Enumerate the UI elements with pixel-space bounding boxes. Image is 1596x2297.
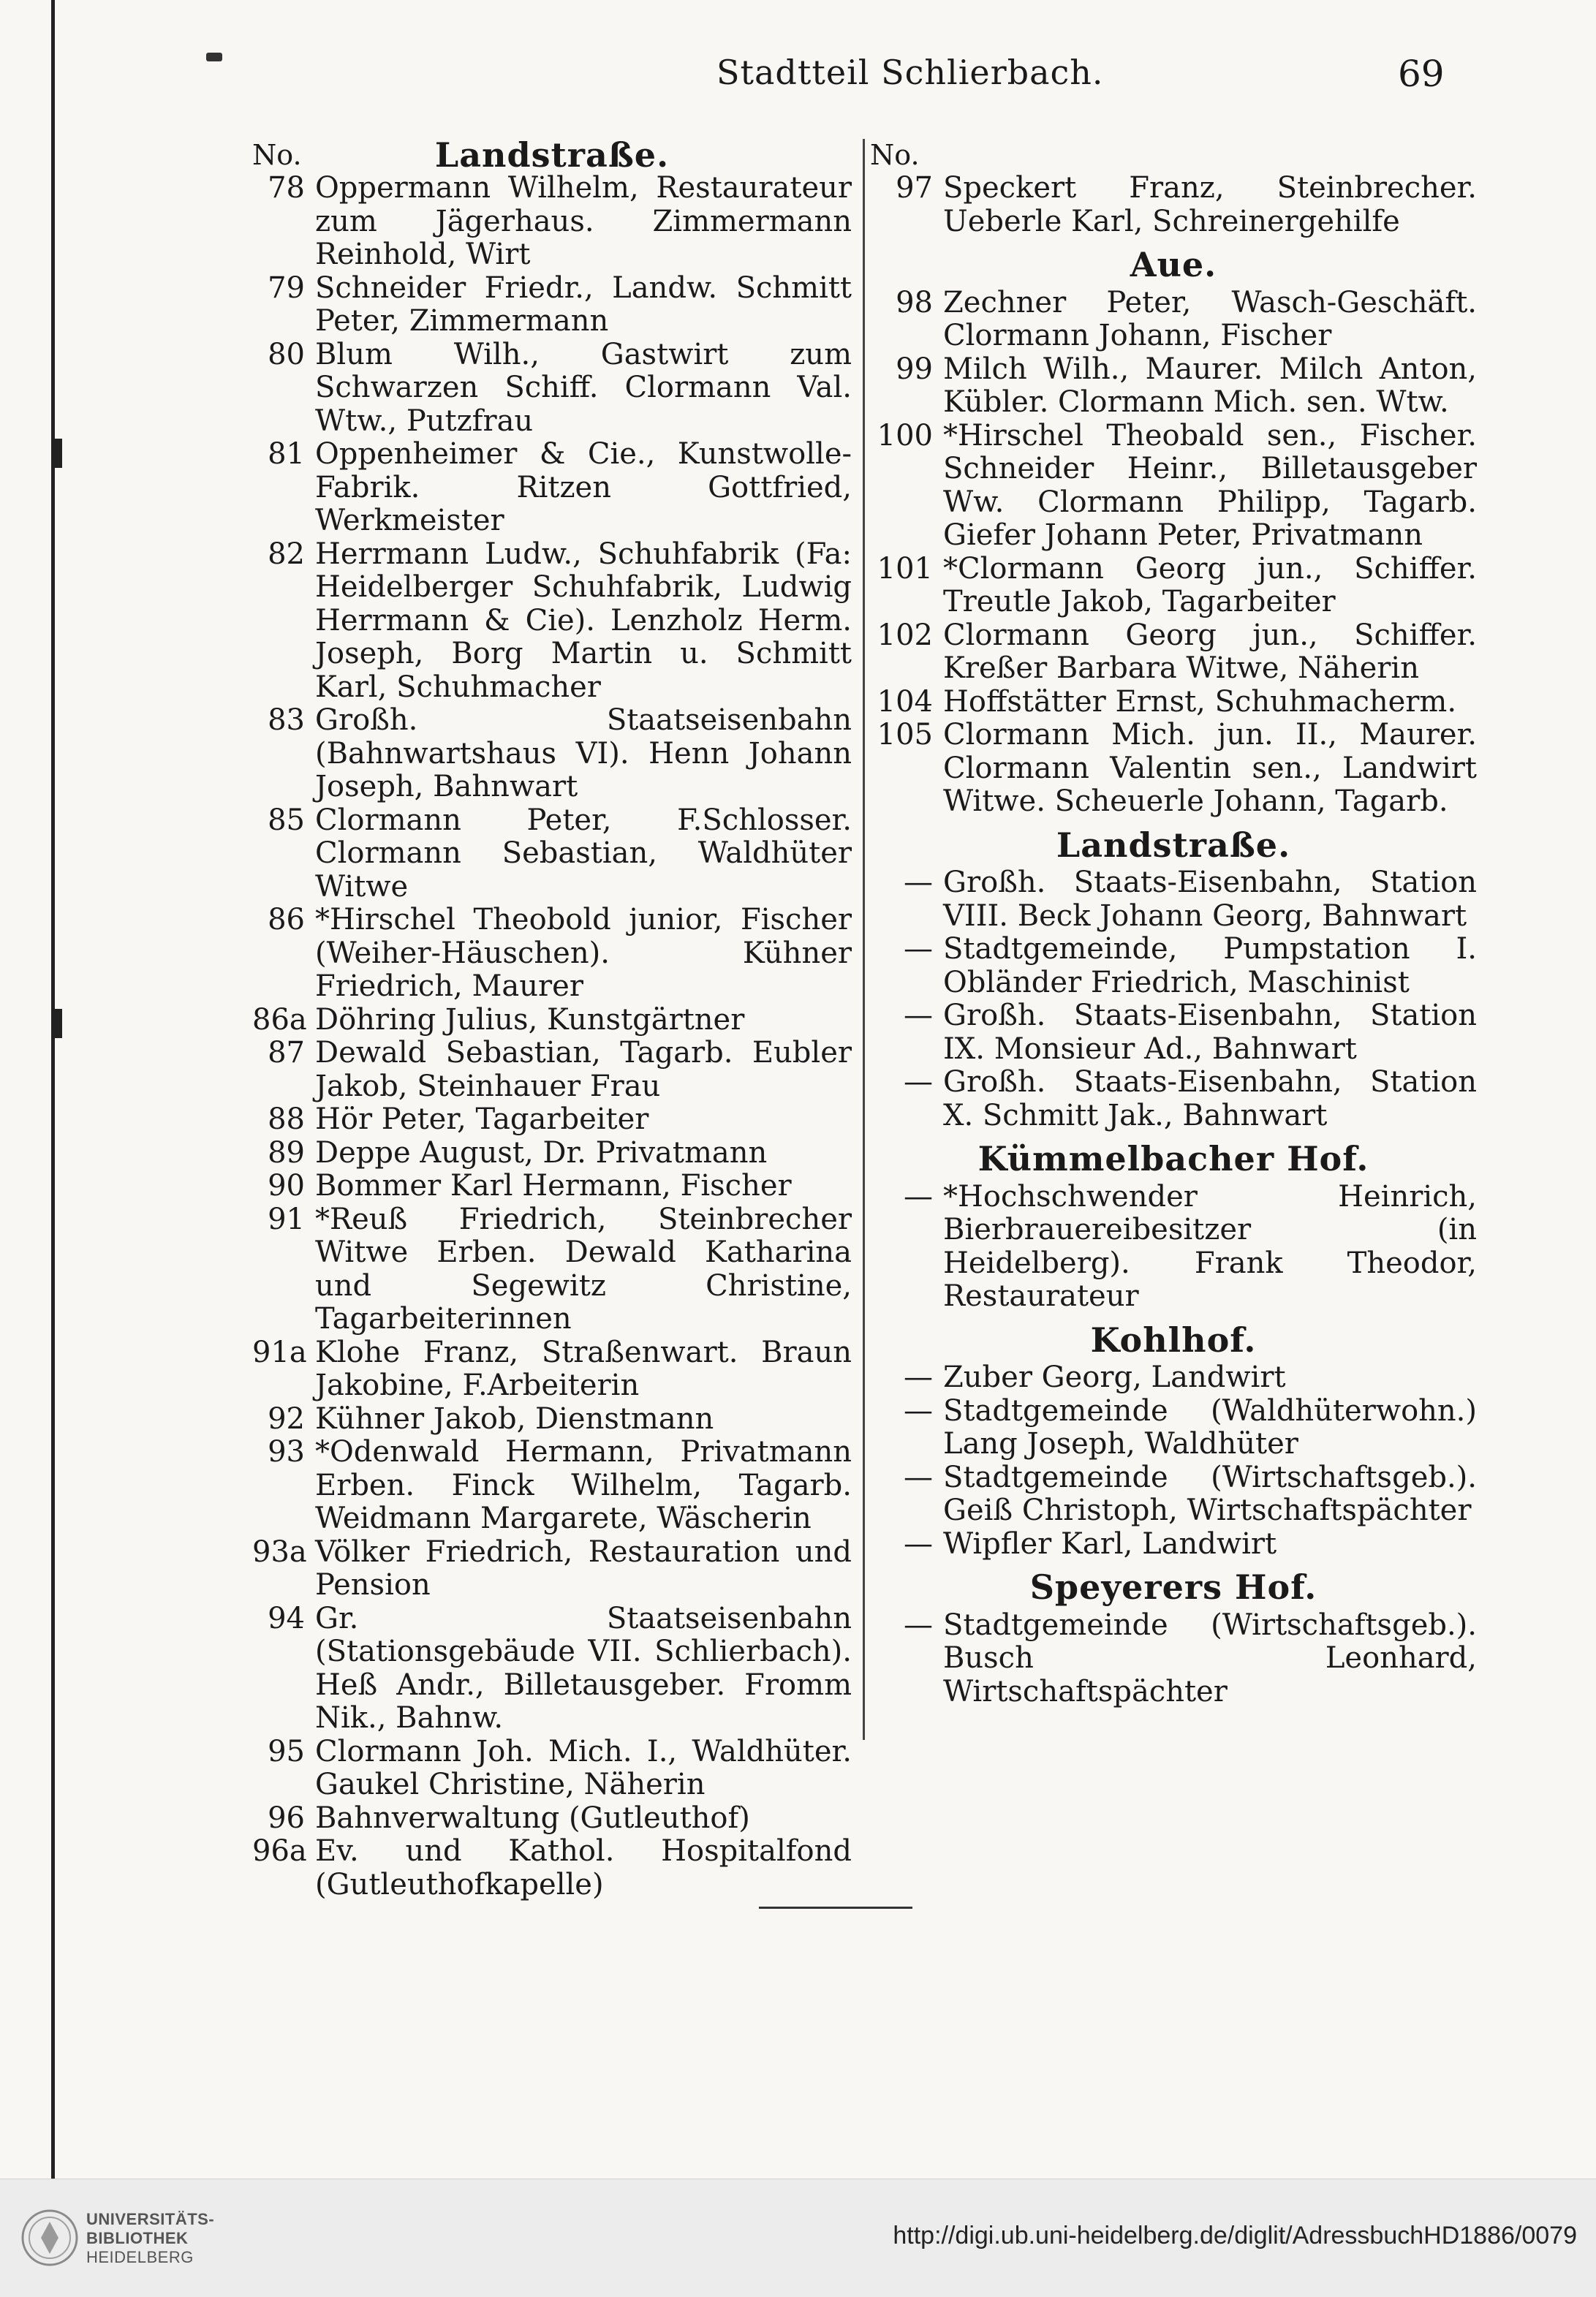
entry-text: Stadtgemeinde, Pumpstation I. Obländer Friedrich, Maschinist bbox=[943, 932, 1477, 999]
directory-entry bbox=[870, 999, 1477, 1066]
binding-edge bbox=[51, 0, 55, 2179]
end-rule bbox=[759, 1907, 912, 1909]
entry-text: Völker Friedrich, Restauration und Pension bbox=[315, 1535, 852, 1602]
house-number: 95 bbox=[268, 1734, 305, 1768]
entry-text: Dewald Sebastian, Tagarb. Eubler Jakob, Steinhauer Frau bbox=[315, 1036, 852, 1103]
house-number: 105 bbox=[877, 718, 933, 752]
house-number: — bbox=[904, 1393, 933, 1428]
entry-text: Clormann Georg jun., Schiffer. Kreßer Barbara Witwe, Näherin bbox=[943, 618, 1477, 685]
section-title: Kümmelbacher Hof. bbox=[977, 1139, 1369, 1178]
entry-text: Oppermann Wilhelm, Restaurateur zum Jägerhaus. Zimmermann Reinhold, Wirt bbox=[315, 171, 852, 271]
entry-text: Großh. Staats-Eisenbahn, Station X. Schmitt Jak., Bahnwart bbox=[943, 1065, 1477, 1132]
directory-entry bbox=[252, 1103, 852, 1137]
viewer-footer bbox=[0, 2179, 1596, 2297]
house-number: 93a bbox=[252, 1535, 307, 1569]
directory-entry bbox=[252, 338, 852, 439]
entry-text: Großh. Staats-Eisenbahn, Station VIII. Beck Johann Georg, Bahnwart bbox=[943, 866, 1477, 933]
house-number: — bbox=[904, 1460, 933, 1494]
section-title: Landstraße. bbox=[1056, 825, 1291, 865]
entry-text: Stadtgemeinde (Wirtschaftsgeb.). Busch Leonhard, Wirtschaftspächter bbox=[943, 1608, 1477, 1708]
logo-line: HEIDELBERG bbox=[86, 2248, 194, 2266]
directory-entry bbox=[252, 1802, 852, 1836]
house-number: 87 bbox=[268, 1036, 305, 1070]
house-number: 81 bbox=[268, 437, 305, 471]
entry-text: Clormann Mich. jun. II., Maurer. Clormann Valentin sen., Landwirt Witwe. Scheuerle Johann, Tagarb. bbox=[943, 718, 1477, 818]
running-head: Stadtteil Schlierbach. bbox=[716, 53, 1104, 92]
directory-entry bbox=[870, 1528, 1477, 1562]
house-number: 88 bbox=[268, 1102, 305, 1136]
right-column-header bbox=[870, 139, 1477, 172]
binding-mark bbox=[55, 439, 62, 468]
directory-entry bbox=[252, 172, 852, 272]
entry-text: Zuber Georg, Landwirt bbox=[943, 1361, 1286, 1394]
directory-entry bbox=[870, 1395, 1477, 1461]
entry-text: Kühner Jakob, Dienstmann bbox=[315, 1401, 714, 1436]
directory-entry bbox=[252, 1336, 852, 1403]
page-number: 69 bbox=[1398, 53, 1445, 95]
house-number: 89 bbox=[268, 1135, 305, 1170]
house-number: 101 bbox=[877, 551, 933, 586]
house-number: — bbox=[904, 1608, 933, 1642]
house-number: 86a bbox=[252, 1002, 307, 1037]
directory-entry bbox=[252, 804, 852, 904]
source-url-link[interactable]: http://digi.ub.uni-heidelberg.de/diglit/AdressbuchHD1886/0079 bbox=[893, 2222, 1577, 2249]
section-list bbox=[870, 245, 1477, 1708]
entry-text: Bahnverwaltung (Gutleuthof) bbox=[315, 1801, 750, 1835]
house-number: 96a bbox=[252, 1834, 307, 1868]
section-title: Kohlhof. bbox=[1090, 1320, 1257, 1360]
directory-entry bbox=[870, 619, 1477, 686]
directory-entry bbox=[870, 1609, 1477, 1709]
entry-text: Stadtgemeinde (Waldhüterwohn.) Lang Joseph, Waldhüter bbox=[943, 1393, 1477, 1461]
house-number: 99 bbox=[896, 352, 933, 386]
house-number: 92 bbox=[268, 1401, 305, 1436]
entry-text: *Hochschwender Heinrich, Bierbrauereibesitzer (in Heidelberg). Frank Theodor, Restaurateur bbox=[943, 1179, 1477, 1313]
entry-text: *Odenwald Hermann, Privatmann Erben. Finck Wilhelm, Tagarb. Weidmann Margarete, Wäscherin bbox=[315, 1435, 852, 1535]
entry-text: Döhring Julius, Kunstgärtner bbox=[315, 1002, 745, 1037]
entry-text: Clormann Peter, F.Schlosser. Clormann Sebastian, Waldhüter Witwe bbox=[315, 803, 852, 904]
house-number: 79 bbox=[268, 270, 305, 305]
directory-entry bbox=[870, 420, 1477, 553]
entry-text: Herrmann Ludw., Schuhfabrik (Fa: Heidelberger Schuhfabrik, Ludwig Herrmann & Cie). Lenzholz Herm. Joseph, Borg Martin u. Schmitt Karl, Schuhmacher bbox=[315, 537, 852, 704]
directory-entry bbox=[252, 1203, 852, 1336]
entry-text: Blum Wilh., Gastwirt zum Schwarzen Schiff. Clormann Val. Wtw., Putzfrau bbox=[315, 337, 852, 438]
house-number: — bbox=[904, 1179, 933, 1214]
house-number: 85 bbox=[268, 803, 305, 837]
directory-entry bbox=[252, 904, 852, 1004]
directory-entry bbox=[252, 1004, 852, 1037]
entry-text: Schneider Friedr., Landw. Schmitt Peter, Zimmermann bbox=[315, 270, 852, 338]
house-number: 96 bbox=[268, 1801, 305, 1835]
entry-text: Milch Wilh., Maurer. Milch Anton, Kübler. Clormann Mich. sen. Wtw. bbox=[943, 352, 1477, 419]
directory-entry bbox=[252, 1137, 852, 1170]
directory-entry bbox=[252, 1736, 852, 1802]
entry-text: Wipfler Karl, Landwirt bbox=[943, 1526, 1277, 1561]
directory-entry bbox=[252, 538, 852, 705]
directory-entry bbox=[870, 287, 1477, 353]
directory-entry bbox=[252, 1037, 852, 1103]
entry-text: Hör Peter, Tagarbeiter bbox=[315, 1102, 649, 1136]
directory-entry bbox=[870, 1361, 1477, 1395]
entry-text: Oppenheimer & Cie., Kunstwolle-Fabrik. Ritzen Gottfried, Werkmeister bbox=[315, 437, 852, 537]
entry-text: Zechner Peter, Wasch-Geschäft. Clormann Johann, Fischer bbox=[943, 285, 1477, 352]
house-number: — bbox=[904, 866, 933, 899]
directory-entry bbox=[870, 172, 1477, 238]
entry-text: Großh. Staatseisenbahn (Bahnwartshaus VI). Henn Johann Joseph, Bahnwart bbox=[315, 703, 852, 803]
directory-entry bbox=[870, 1461, 1477, 1528]
print-mark bbox=[206, 53, 222, 61]
number-label: No. bbox=[252, 139, 302, 171]
entry-text: *Hirschel Theobold junior, Fischer (Weiher-Häuschen). Kühner Friedrich, Maurer bbox=[315, 903, 852, 1003]
entry-list bbox=[870, 172, 1477, 238]
house-number: 93 bbox=[268, 1435, 305, 1469]
house-number: 80 bbox=[268, 337, 305, 371]
directory-entry bbox=[252, 438, 852, 538]
house-number: — bbox=[904, 1361, 933, 1394]
directory-entry bbox=[252, 1170, 852, 1203]
directory-entry bbox=[870, 1181, 1477, 1314]
house-number: 91a bbox=[252, 1335, 307, 1369]
section-title: Aue. bbox=[1130, 245, 1217, 284]
entry-text: Bommer Karl Hermann, Fischer bbox=[315, 1169, 792, 1203]
house-number: 78 bbox=[268, 171, 305, 205]
house-number: 98 bbox=[896, 285, 933, 319]
house-number: 94 bbox=[268, 1601, 305, 1635]
directory-entry bbox=[870, 686, 1477, 719]
entry-list bbox=[252, 172, 852, 1901]
column-divider bbox=[863, 139, 865, 1740]
house-number: 90 bbox=[268, 1169, 305, 1203]
house-number: 86 bbox=[268, 903, 305, 936]
house-number: 104 bbox=[877, 684, 933, 719]
entry-text: Clormann Joh. Mich. I., Waldhüter. Gaukel Christine, Näherin bbox=[315, 1734, 852, 1801]
directory-entry bbox=[252, 1835, 852, 1901]
house-number: 102 bbox=[877, 618, 933, 652]
house-number: — bbox=[904, 932, 933, 966]
left-column-header bbox=[252, 135, 852, 175]
logo-line: BIBLIOTHEK bbox=[86, 2229, 189, 2247]
directory-entry bbox=[870, 866, 1477, 933]
entry-text: Stadtgemeinde (Wirtschaftsgeb.). Geiß Christoph, Wirtschaftspächter bbox=[943, 1460, 1477, 1527]
entry-text: Ev. und Kathol. Hospitalfond (Gutleuthofkapelle) bbox=[315, 1834, 852, 1901]
house-number: 100 bbox=[877, 418, 933, 453]
directory-entry bbox=[252, 1536, 852, 1602]
section-title: Speyerers Hof. bbox=[1029, 1567, 1317, 1607]
directory-entry bbox=[870, 553, 1477, 619]
directory-entry bbox=[870, 1066, 1477, 1132]
house-number: 83 bbox=[268, 703, 305, 737]
left-column bbox=[252, 135, 852, 1901]
house-number: — bbox=[904, 1065, 933, 1099]
directory-entry bbox=[870, 719, 1477, 819]
house-number: — bbox=[904, 999, 933, 1032]
directory-entry bbox=[252, 1602, 852, 1736]
entry-text: *Reuß Friedrich, Steinbrecher Witwe Erben. Dewald Katharina und Segewitz Christine, Tagarbeiterinnen bbox=[315, 1202, 852, 1336]
house-number: 82 bbox=[268, 537, 305, 571]
binding-mark bbox=[55, 1009, 62, 1038]
directory-entry bbox=[870, 353, 1477, 420]
house-number: — bbox=[904, 1526, 933, 1561]
directory-entry bbox=[252, 704, 852, 804]
entry-text: *Hirschel Theobald sen., Fischer. Schneider Heinr., Billetausgeber Ww. Clormann Philipp, Tagarb. Giefer Johann Peter, Privatmann bbox=[943, 418, 1477, 552]
number-label: No. bbox=[870, 139, 920, 171]
directory-entry bbox=[252, 1403, 852, 1437]
house-number: 97 bbox=[896, 171, 933, 205]
house-number: 91 bbox=[268, 1202, 305, 1236]
logo-line: UNIVERSITÄTS- bbox=[86, 2210, 215, 2228]
entry-text: Gr. Staatseisenbahn (Stationsgebäude VII. Schlierbach). Heß Andr., Billetausgeber. Fromm Nik., Bahnw. bbox=[315, 1601, 852, 1735]
entry-text: Deppe August, Dr. Privatmann bbox=[315, 1135, 768, 1170]
directory-entry bbox=[870, 933, 1477, 999]
street-title: Landstraße. bbox=[434, 135, 670, 175]
entry-text: Hoffstätter Ernst, Schuhmacherm. bbox=[943, 684, 1457, 719]
entry-text: *Clormann Georg jun., Schiffer. Treutle Jakob, Tagarbeiter bbox=[943, 551, 1477, 618]
library-logo-text bbox=[86, 2210, 214, 2267]
entry-text: Speckert Franz, Steinbrecher. Ueberle Karl, Schreinergehilfe bbox=[943, 171, 1477, 238]
entry-text: Klohe Franz, Straßenwart. Braun Jakobine, F.Arbeiterin bbox=[315, 1335, 852, 1402]
directory-entry bbox=[252, 272, 852, 338]
university-seal-icon bbox=[20, 2209, 79, 2267]
entry-text: Großh. Staats-Eisenbahn, Station IX. Monsieur Ad., Bahnwart bbox=[943, 999, 1477, 1066]
right-column bbox=[870, 139, 1477, 1708]
directory-entry bbox=[252, 1436, 852, 1536]
